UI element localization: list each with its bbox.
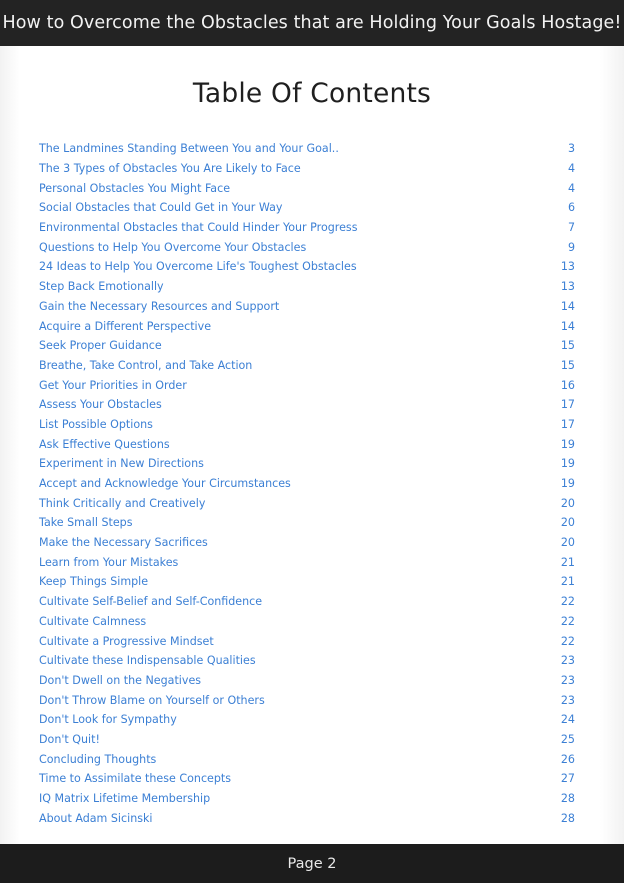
toc-entry-label[interactable]: Acquire a Different Perspective: [39, 319, 212, 333]
toc-entry-label[interactable]: Time to Assimilate these Concepts: [39, 772, 232, 786]
toc-entry-label[interactable]: Seek Proper Guidance: [39, 339, 162, 353]
toc-entry[interactable]: [39, 139, 575, 159]
toc-entry-label[interactable]: Ask Effective Questions: [39, 437, 170, 451]
toc-entry[interactable]: [39, 612, 575, 632]
toc-entry[interactable]: [39, 454, 575, 474]
toc-entry-label[interactable]: Assess Your Obstacles: [39, 398, 162, 412]
page-number-label: Page 2: [287, 855, 337, 872]
toc-entry-label[interactable]: Step Back Emotionally: [39, 280, 164, 294]
toc-entry-page-number[interactable]: 20: [560, 536, 575, 550]
toc-entry-page-number[interactable]: 13: [560, 260, 575, 274]
document-title: How to Overcome the Obstacles that are Holding Your Goals Hostage!: [2, 13, 622, 33]
toc-entry-page-number[interactable]: 15: [560, 339, 575, 353]
toc-entry[interactable]: [39, 395, 575, 415]
toc-entry[interactable]: [39, 474, 575, 494]
toc-entry-page-number[interactable]: 22: [560, 634, 575, 648]
toc-entry[interactable]: [39, 375, 575, 395]
document-header-bar: [0, 0, 624, 46]
toc-entry[interactable]: [39, 513, 575, 533]
toc-entry-page-number[interactable]: 14: [560, 299, 575, 313]
toc-entry-label[interactable]: Think Critically and Creatively: [39, 496, 206, 510]
toc-entry[interactable]: [39, 552, 575, 572]
toc-entry[interactable]: [39, 769, 575, 789]
toc-entry-page-number[interactable]: 25: [560, 732, 575, 746]
toc-entry-page-number[interactable]: 28: [560, 792, 575, 806]
toc-entry[interactable]: [39, 237, 575, 257]
toc-entry-page-number[interactable]: 19: [560, 477, 575, 491]
toc-entry[interactable]: [39, 671, 575, 691]
toc-entry[interactable]: [39, 198, 575, 218]
toc-entry-page-number[interactable]: 14: [560, 319, 575, 333]
toc-entry-label[interactable]: Social Obstacles that Could Get in Your Way: [39, 201, 283, 215]
toc-entry-page-number[interactable]: 21: [560, 575, 575, 589]
toc-entry-label[interactable]: Accept and Acknowledge Your Circumstances: [39, 477, 291, 491]
toc-entry-label[interactable]: Cultivate a Progressive Mindset: [39, 634, 214, 648]
toc-entry-page-number[interactable]: 20: [560, 496, 575, 510]
toc-entry[interactable]: [39, 651, 575, 671]
toc-entry-page-number[interactable]: 22: [560, 595, 575, 609]
toc-entry-label[interactable]: Questions to Help You Overcome Your Obstacles: [39, 240, 307, 254]
toc-entry-label[interactable]: Get Your Priorities in Order: [39, 378, 187, 392]
toc-entry[interactable]: [39, 434, 575, 454]
toc-entry-label[interactable]: Experiment in New Directions: [39, 457, 204, 471]
toc-entry[interactable]: [39, 789, 575, 809]
toc-entry-page-number[interactable]: 3: [567, 142, 575, 156]
toc-entry[interactable]: [39, 730, 575, 750]
toc-entry-page-number[interactable]: 9: [567, 240, 575, 254]
toc-entry-label[interactable]: Personal Obstacles You Might Face: [39, 181, 231, 195]
page-footer-bar: [0, 844, 624, 883]
toc-entry-label[interactable]: Take Small Steps: [39, 516, 133, 530]
page-content: [0, 46, 624, 844]
toc-entry-label[interactable]: Cultivate Calmness: [39, 614, 147, 628]
toc-entry-page-number[interactable]: 19: [560, 437, 575, 451]
toc-entry-page-number[interactable]: 17: [560, 398, 575, 412]
toc-entry[interactable]: [39, 178, 575, 198]
toc-heading: Table Of Contents: [192, 78, 432, 109]
toc-entry-label[interactable]: IQ Matrix Lifetime Membership: [39, 792, 211, 806]
toc-entry-label[interactable]: Cultivate these Indispensable Qualities: [39, 654, 256, 668]
toc-entry-label[interactable]: Don't Look for Sympathy: [39, 713, 177, 727]
toc-entry[interactable]: [39, 493, 575, 513]
toc-entry-label[interactable]: Concluding Thoughts: [39, 752, 157, 766]
toc-entry-page-number[interactable]: 24: [560, 713, 575, 727]
toc-entry-page-number[interactable]: 17: [560, 417, 575, 431]
toc-entry[interactable]: [39, 415, 575, 435]
toc-entry-label[interactable]: Cultivate Self-Belief and Self-Confidence: [39, 595, 263, 609]
toc-entry-page-number[interactable]: 26: [560, 752, 575, 766]
toc-entry-page-number[interactable]: 19: [560, 457, 575, 471]
toc-entry-label[interactable]: Keep Things Simple: [39, 575, 149, 589]
toc-entry-page-number[interactable]: 13: [560, 280, 575, 294]
toc-entry[interactable]: [39, 533, 575, 553]
toc-list: [39, 139, 575, 828]
toc-entry[interactable]: [39, 749, 575, 769]
toc-entry-page-number[interactable]: 21: [560, 555, 575, 569]
toc-entry-page-number[interactable]: 27: [560, 772, 575, 786]
toc-entry[interactable]: [39, 316, 575, 336]
toc-entry-label[interactable]: List Possible Options: [39, 417, 153, 431]
toc-entry[interactable]: [39, 159, 575, 179]
toc-entry-page-number[interactable]: 16: [560, 378, 575, 392]
toc-entry-page-number[interactable]: 4: [567, 181, 575, 195]
toc-entry-page-number[interactable]: 15: [560, 358, 575, 372]
toc-entry-page-number[interactable]: 22: [560, 614, 575, 628]
toc-entry-label[interactable]: Breathe, Take Control, and Take Action: [39, 358, 253, 372]
toc-entry[interactable]: [39, 336, 575, 356]
toc-entry[interactable]: [39, 277, 575, 297]
toc-entry-label[interactable]: Don't Throw Blame on Yourself or Others: [39, 693, 265, 707]
toc-entry[interactable]: [39, 631, 575, 651]
toc-entry-label[interactable]: 24 Ideas to Help You Overcome Life's Toughest Obstacles: [39, 260, 357, 274]
toc-entry-label[interactable]: About Adam Sicinski: [39, 811, 153, 825]
toc-entry[interactable]: [39, 218, 575, 238]
toc-entry[interactable]: [39, 356, 575, 376]
toc-entry-page-number[interactable]: 23: [560, 654, 575, 668]
toc-entry-page-number[interactable]: 7: [567, 221, 575, 235]
toc-entry[interactable]: [39, 710, 575, 730]
toc-entry-page-number[interactable]: 4: [567, 162, 575, 176]
toc-entry[interactable]: [39, 257, 575, 277]
toc-entry[interactable]: [39, 690, 575, 710]
toc-entry-label[interactable]: Learn from Your Mistakes: [39, 555, 179, 569]
toc-entry-label[interactable]: The Landmines Standing Between You and Your Goal..: [39, 142, 339, 156]
toc-entry[interactable]: [39, 572, 575, 592]
toc-entry-label[interactable]: The 3 Types of Obstacles You Are Likely to Face: [39, 162, 301, 176]
toc-entry-page-number[interactable]: 20: [560, 516, 575, 530]
toc-entry-label[interactable]: Make the Necessary Sacrifices: [39, 536, 208, 550]
toc-entry[interactable]: [39, 592, 575, 612]
toc-entry-label[interactable]: Environmental Obstacles that Could Hinder Your Progress: [39, 221, 358, 235]
toc-entry-label[interactable]: Don't Quit!: [39, 732, 100, 746]
toc-entry[interactable]: [39, 808, 575, 828]
toc-entry-label[interactable]: Don't Dwell on the Negatives: [39, 673, 202, 687]
toc-entry-page-number[interactable]: 6: [567, 201, 575, 215]
toc-entry-page-number[interactable]: 28: [560, 811, 575, 825]
toc-entry-label[interactable]: Gain the Necessary Resources and Support: [39, 299, 280, 313]
toc-entry-page-number[interactable]: 23: [560, 693, 575, 707]
toc-entry-page-number[interactable]: 23: [560, 673, 575, 687]
toc-entry[interactable]: [39, 297, 575, 317]
